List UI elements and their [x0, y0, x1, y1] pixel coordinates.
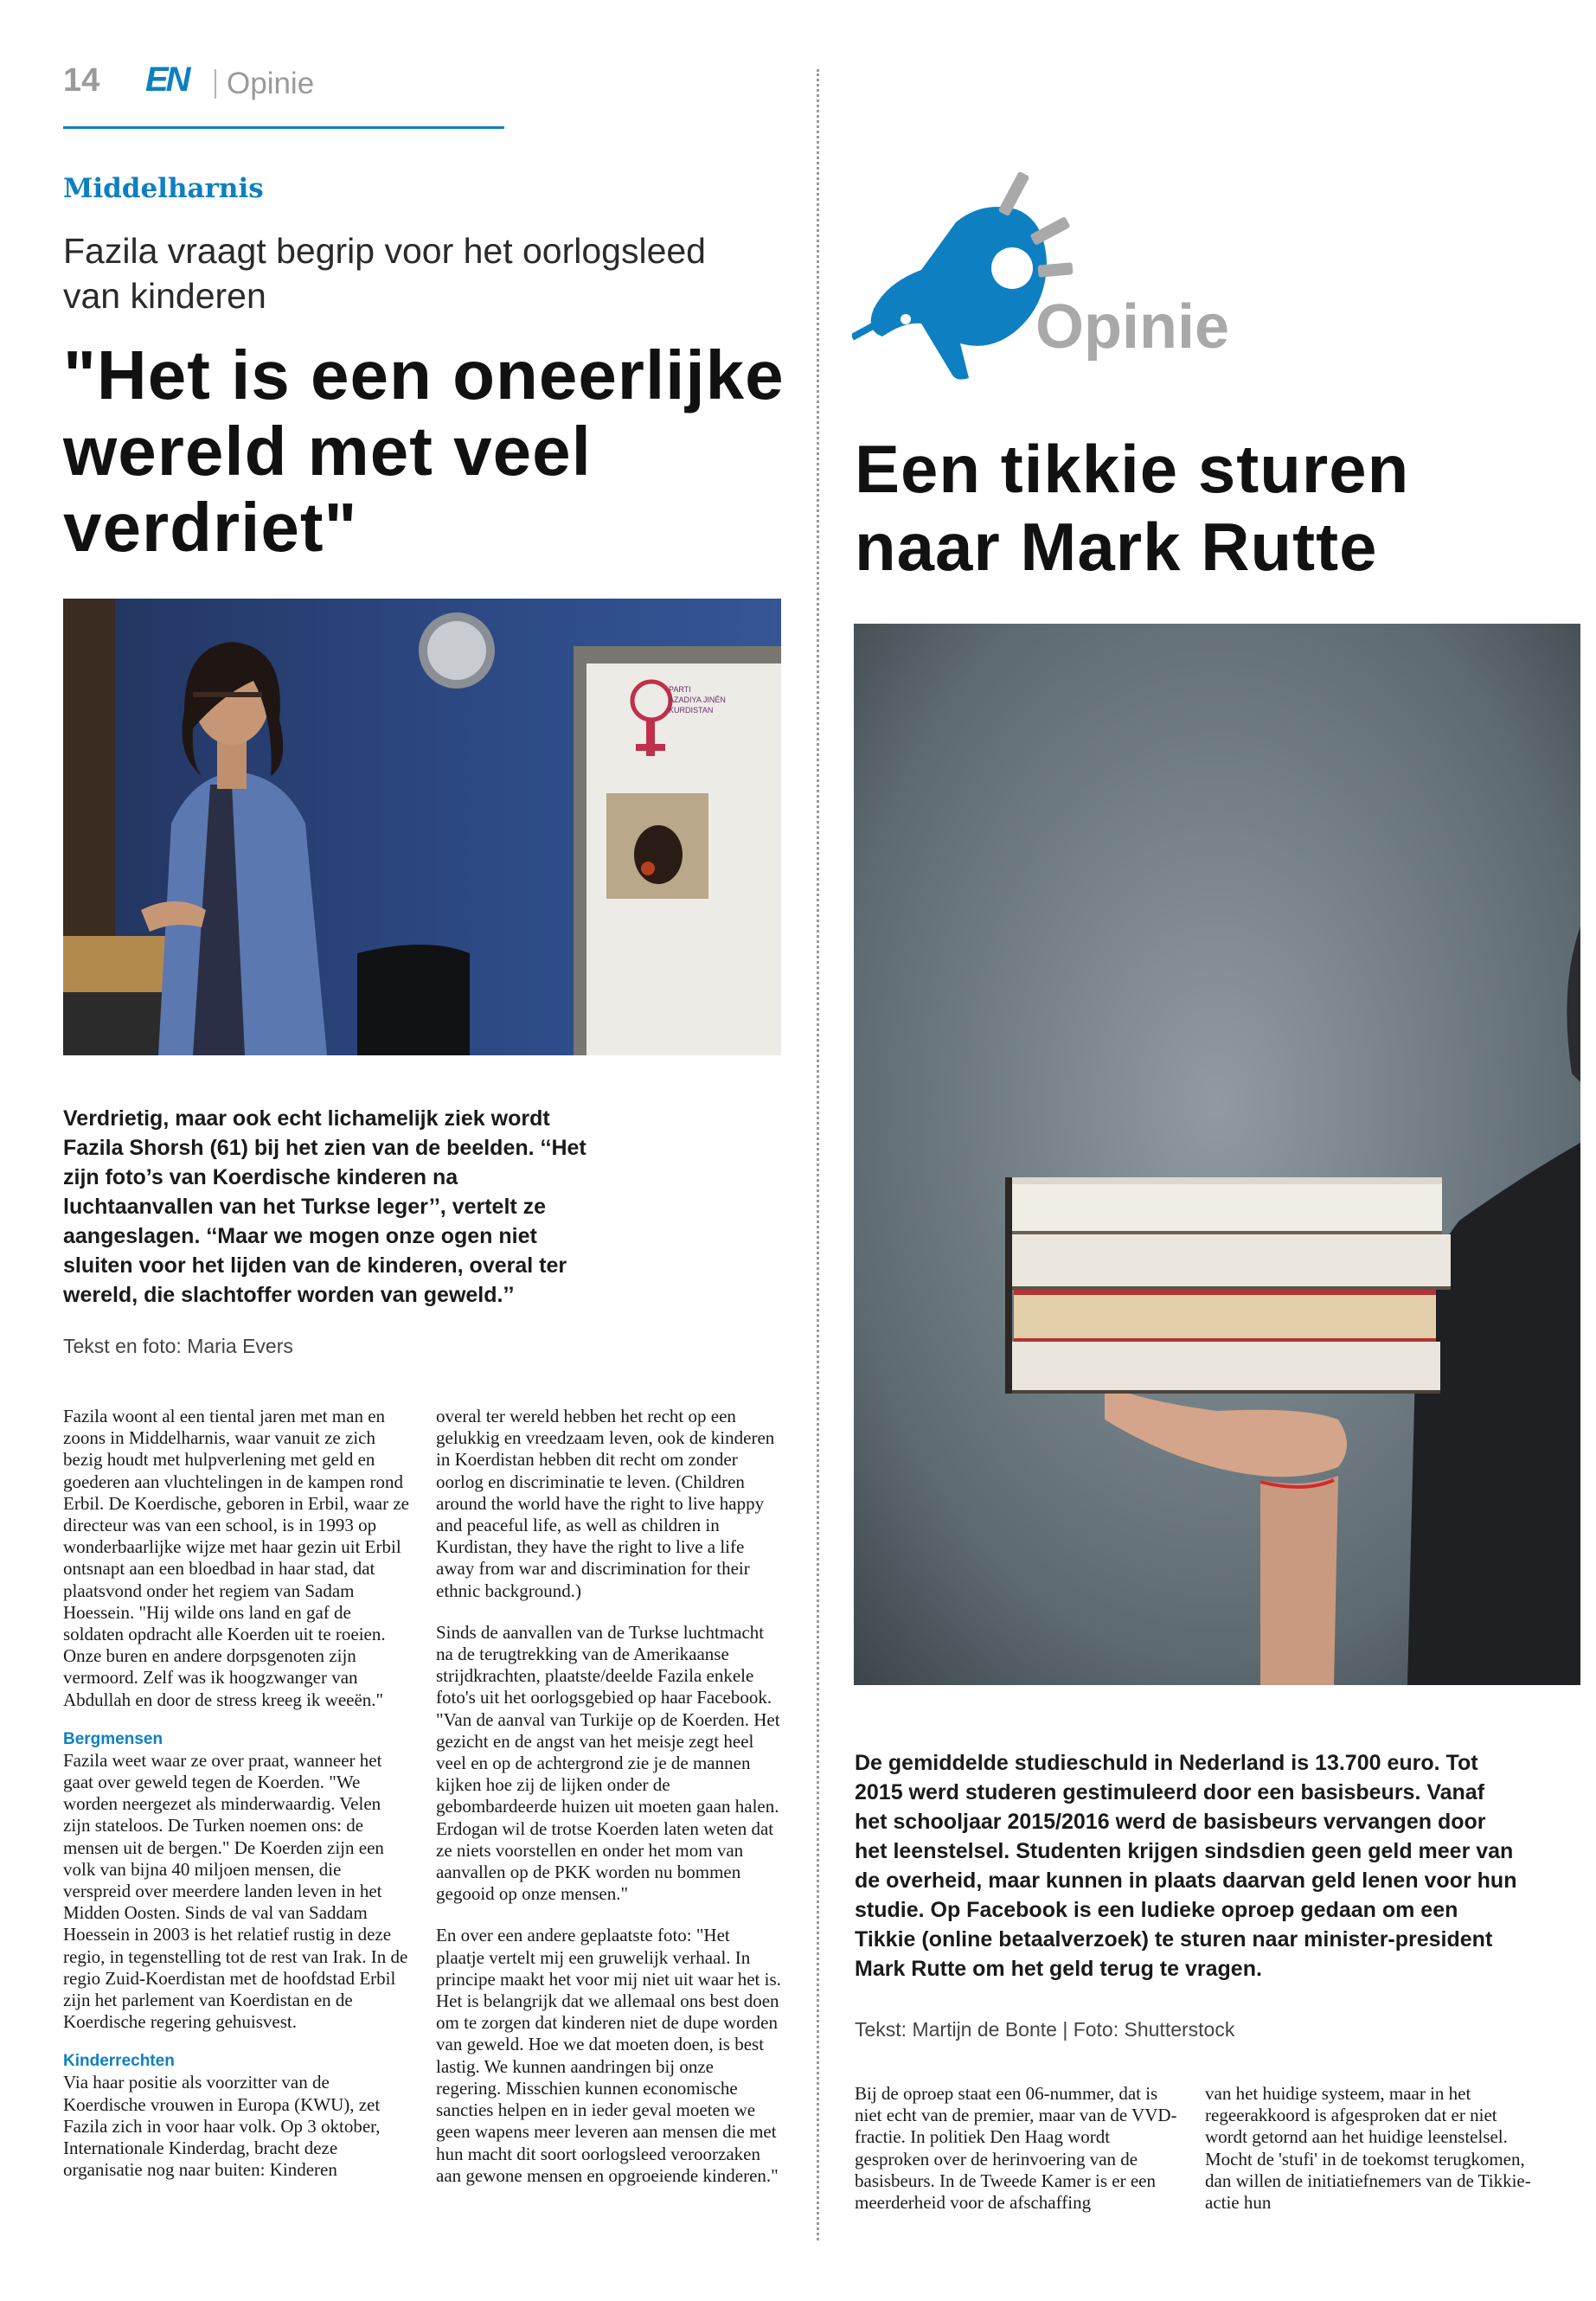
article-photo-speaker: [63, 599, 781, 1055]
poster-text-line-2: AZADIYA JINÊN: [669, 695, 726, 704]
page-number: 14: [63, 62, 100, 99]
body-paragraph: En over een andere geplaatste foto: "Het plaatje vertelt mij een gruwelijk verhaal. In principe maakt het voor mij niet uit waar het is. Het is belangrijk dat we allemaal ons best doen om te zorgen dat kinderen niet de dupe worden van geweld. Hoe we dat moeten doen, is best lastig. We kunnen aandringen bij onze regering. Misschien kunnen economische sancties helpen en in ieder geval moeten we geen wapens meer leveren aan mensen die met hun macht dit soort oorlogsleed veroorzaken aan gewone mensen en opgroeiende kinderen.": [436, 1925, 781, 2186]
article-body-column-2: [436, 1406, 782, 2187]
article-lead: Verdrietig, maar ook echt lichamelijk ziek wordt Fazila Shorsh (61) bij het zien van de beelden. ‘‘Het zijn foto’s van Koerdische kinderen na luchtaanvallen van het Turkse leger’’, vertelt ze aangeslagen. ‘‘Maar we mogen onze ogen niet sluiten voor het lijden van de kinderen, overal ter wereld, die slachtoffer worden van geweld.’’: [63, 1106, 586, 1307]
body-paragraph: overal ter wereld hebben het recht op een gelukkig en vreedzaam leven, ook de kinderen in Koerdistan hebben dit recht om zonder oorlog en discriminatie te leven. (Children around the world have the right to live happy and peaceful life, as well as children in Kurdistan, they have the right to live a life away from war and discrimination for their ethnic background.): [436, 1406, 775, 1601]
publication-logo: EN: [145, 61, 189, 99]
body-paragraph: van het huidige systeem, maar in het regeerakkoord is afgesproken dat er niet wordt getornd aan het huidige leenstelsel. Mocht de 'stufi' in de toekomst terugkomen, dan willen de initiatiefnemers van de Tikkie-actie hun: [1205, 2083, 1531, 2214]
body-paragraph: Sinds de aanvallen van de Turkse luchtmacht na de terugtrekking van de Amerikaanse strijdkrachten, plaatste/deelde Fazila enkele foto's uit het oorlogsgebied op haar Facebook. "Van de aanval van Turkije op de Koerden. Het gezicht en de angst van het meisje zegt heel veel en op de achtergrond zie je de mannen kijken hoe zij de lijken onder de gebombardeerde huizen uit moeten gaan halen. Erdogan wil de trotse Koerden laten weten dat ze niets voorstellen en onder het mom van aanvallen op de PKK worden nu bommen gegooid op onze mensen.": [436, 1621, 780, 1905]
article-headline: "Het is een oneerlijke wereld met veel verdriet": [63, 336, 785, 566]
opinie-logo-word: Opinie: [1035, 292, 1230, 362]
body-paragraph: Via haar positie als voorzitter van de Koerdische vrouwen in Europa (KWU), zet Fazila zich in voor haar volk. Op 3 oktober, Internationale Kinderdag, bracht deze organisatie nog naar buiten: Kinderen: [63, 2072, 381, 2181]
article-photo-books: [854, 624, 1580, 1685]
poster-text-line-3: KURDISTAN: [669, 706, 714, 715]
body-paragraph: Bij de oproep staat een 06-nummer, dat is niet echt van de premier, maar van de VVD-fractie. In politiek Den Haag wordt gesproken over de herinvoering van de basisbeurs. In de Tweede Kamer is er een meerderheid voor de afschaffing: [855, 2083, 1177, 2214]
column-divider: [817, 69, 819, 2240]
article-credit: Tekst en foto: Maria Evers: [63, 1335, 293, 1357]
article-subhead: Fazila vraagt begrip voor het oorlogsleed van kinderen: [63, 231, 706, 316]
article-body-column-1: [63, 1406, 409, 2182]
body-subheading: Kinderrechten: [63, 2052, 175, 2071]
article-headline: Een tikkie sturen naar Mark Rutte: [855, 431, 1410, 585]
body-subheading: Bergmensen: [63, 1729, 163, 1748]
body-paragraph: Fazila woont al een tiental jaren met man en zoons in Middelharnis, waar vanuit ze zich bezig houdt met hulpverlening met geld en goederen aan vluchtelingen in de kampen rond Erbil. De Koerdische, geboren in Erbil, waar ze directeur was van een school, is in 1993 op wonderbaarlijke wijze met haar gezin uit Erbil ontsnapt aan een bloedbad in haar stad, dat plaatsvond onder het regiem van Sadam Hoessein. "Hij wilde ons land en gaf de soldaten opdracht alle Koerden uit te roeien. Onze buren en andere dorpsgenoten zijn vermoord. Zelf was ik hoogzwanger van Abdullah en door de stress kreeg ik weeën.": [63, 1406, 410, 1710]
article-credit: Tekst: Martijn de Bonte | Foto: Shutterstock: [855, 2018, 1235, 2041]
article-body-column-2: [1205, 2083, 1534, 2214]
header-rule: [63, 126, 504, 129]
poster-text-line-1: PARTI: [669, 685, 691, 694]
section-label: Opinie: [227, 67, 315, 100]
body-paragraph: Fazila weet waar ze over praat, wanneer het gaat over geweld tegen de Koerden. "We worden neergezet als minderwaardig. Velen zijn stateloos. De Turken noemen ons: de mensen uit de bergen." De Koerden zijn een volk van bijna 40 miljoen mensen, die verspreid over meerdere landen leven in het Midden Oosten. Sinds de val van Saddam Hoessein in 2003 is het relatief rustig in deze regio, in tegenstelling tot de rest van Irak. In de regio Zuid-Koerdistan met de hoofdstad Erbil zijn het parlement van Koerdistan en de Koerdische regering gehuisvest.: [63, 1749, 408, 2033]
article-lead: De gemiddelde studieschuld in Nederland is 13.700 euro. Tot 2015 werd studeren gestimuleerd door een basisbeurs. Vanaf het schooljaar 2015/2016 werd de basisbeurs vervangen door het leenstelsel. Studenten krijgen sindsdien geen geld meer van de overheid, maar kunnen in plaats daarvan geld lenen voor hun studie. Op Facebook is een ludieke oproep gedaan om een Tikkie (online betaalverzoek) te sturen naar minister-president Mark Rutte om het geld terug te vragen.: [855, 1751, 1517, 1981]
article-kicker: Middelharnis: [63, 173, 264, 204]
article-body-column-1: [855, 2083, 1183, 2214]
header-separator: [215, 69, 216, 99]
